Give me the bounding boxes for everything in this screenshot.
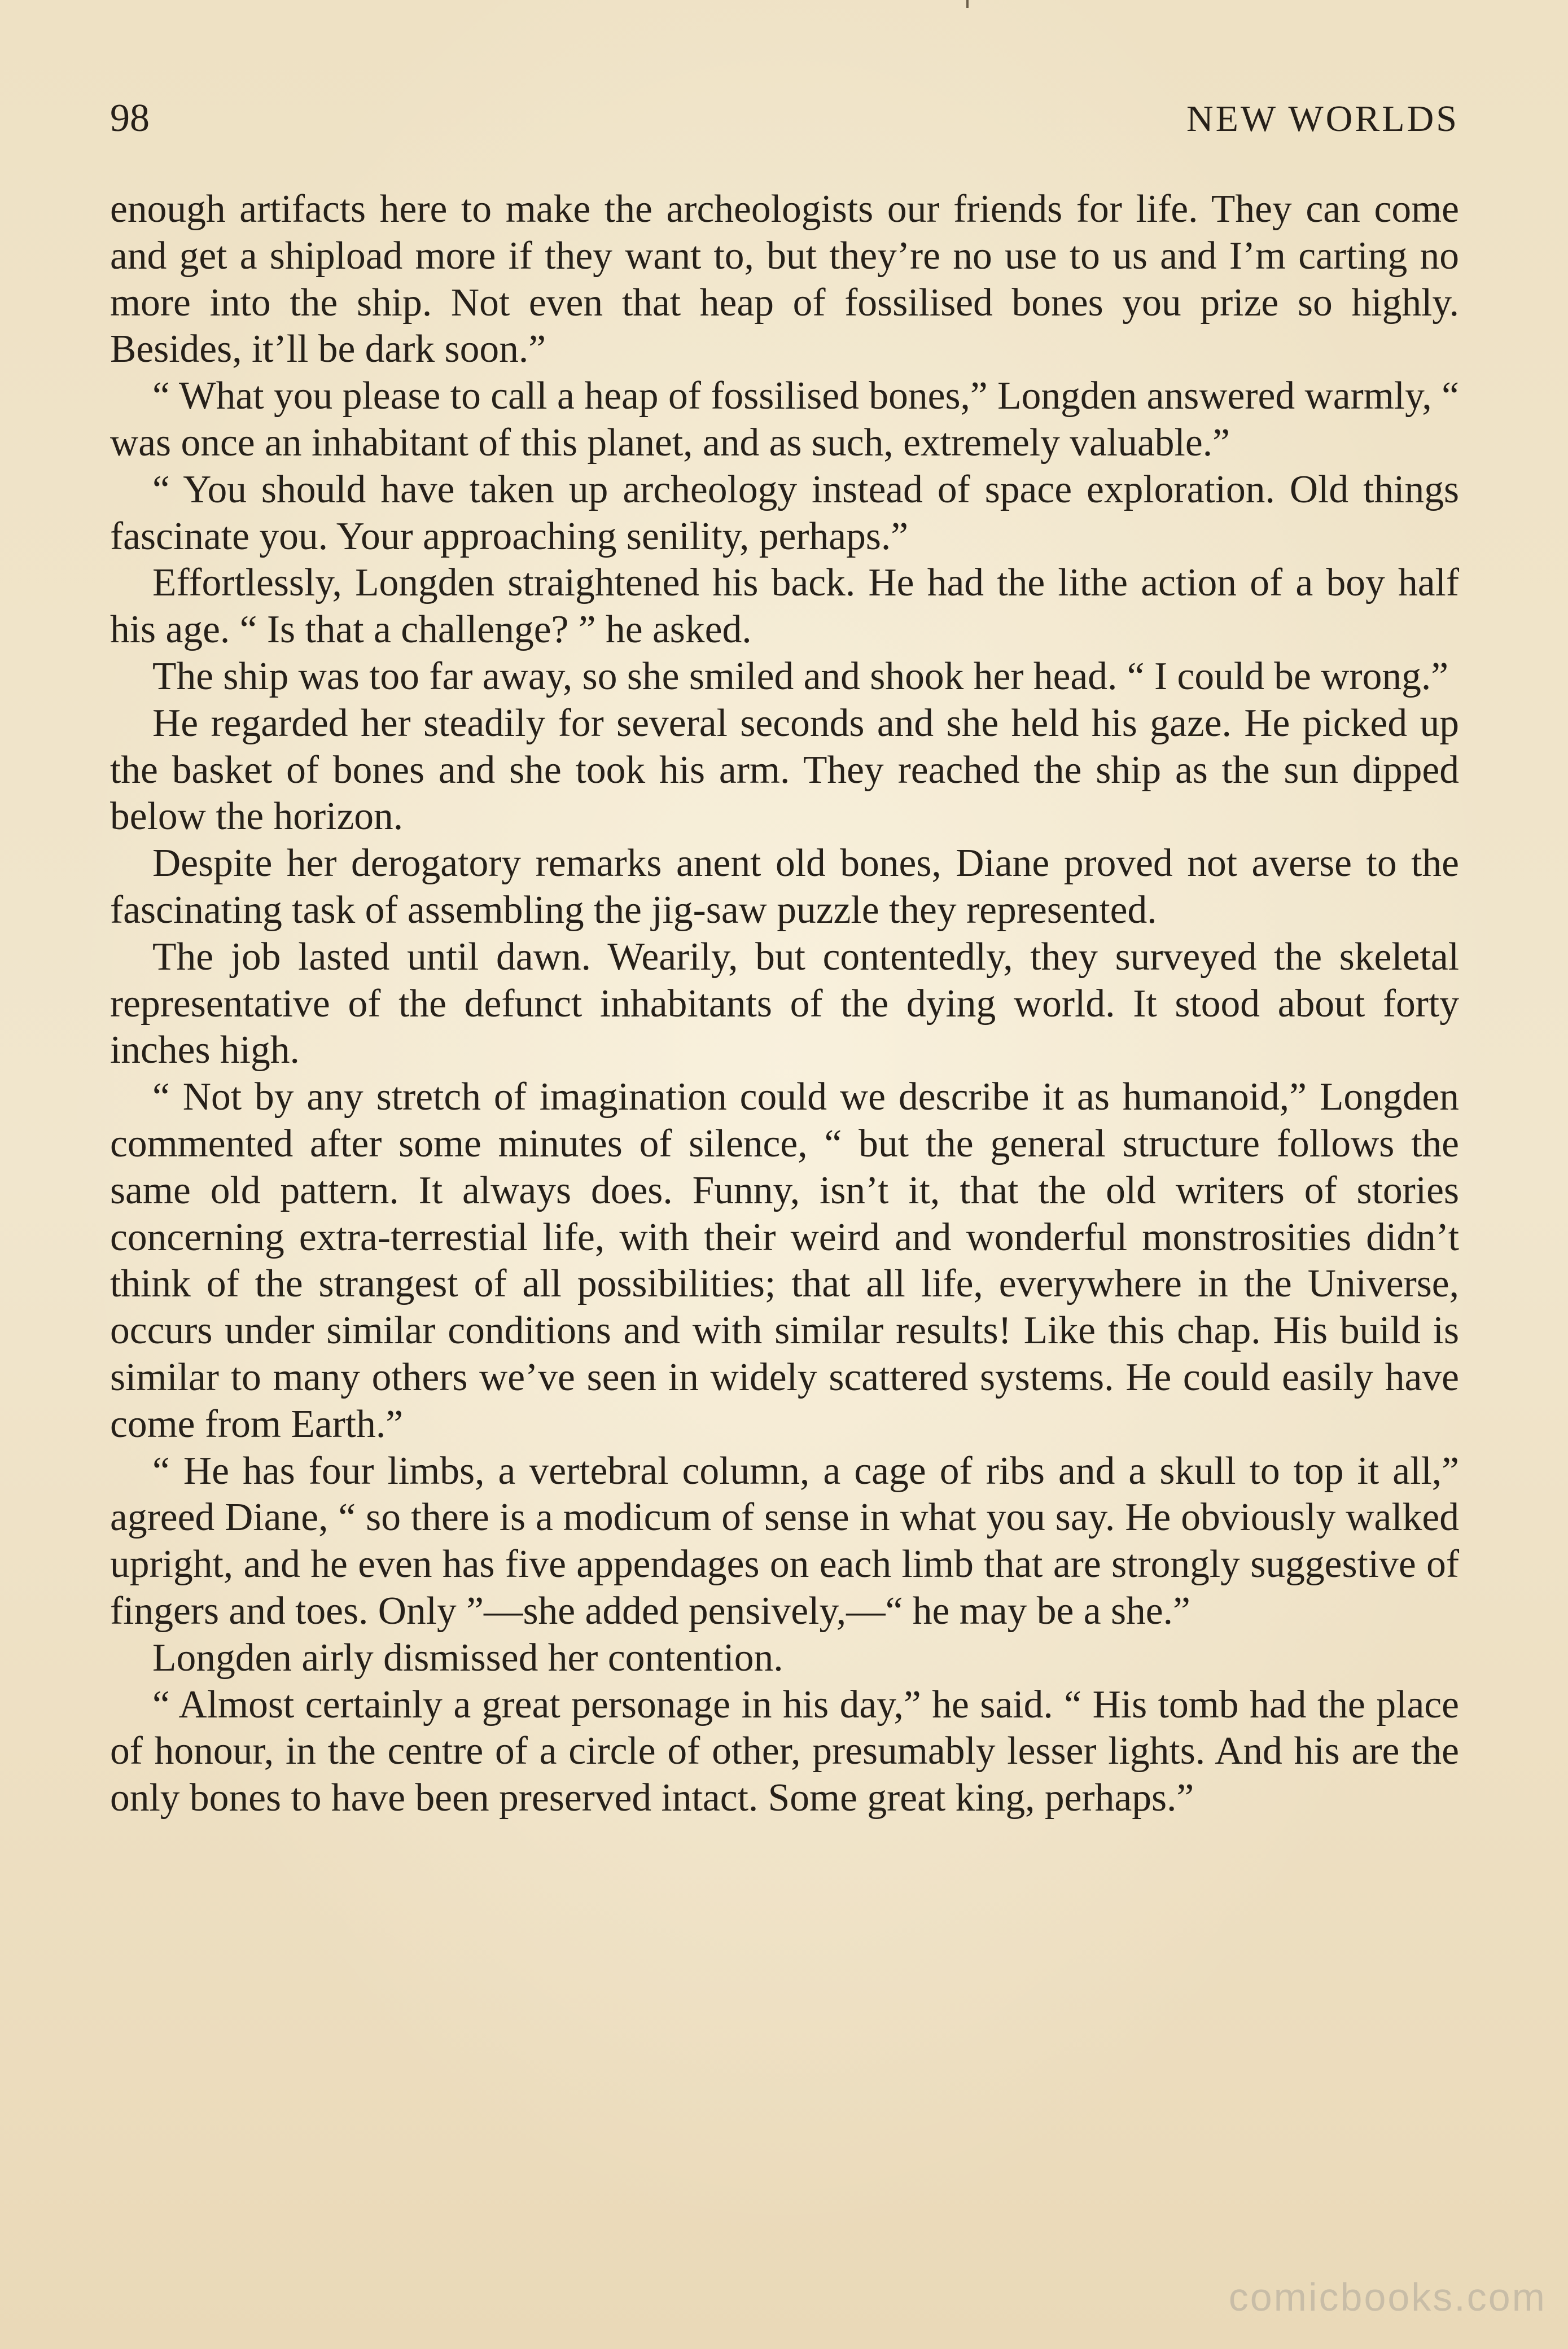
- paragraph: “ What you please to call a heap of fossilised bones,” Longden answered warmly, “ was once an inhabitant of this planet, and as such, extremely valuable.”: [110, 374, 1459, 464]
- paragraph: Longden airly dismissed her contention.: [152, 1636, 783, 1680]
- running-title: NEW WORLDS: [1186, 98, 1459, 139]
- page-edge-mark: [966, 0, 969, 8]
- paragraph: He regarded her steadily for several seconds and she held his gaze. He picked up the basket of bones and she took his arm. They reached the ship as the sun dipped below the horizon.: [110, 701, 1459, 839]
- watermark: comicbooks.com: [1228, 2275, 1547, 2319]
- paragraph: The job lasted until dawn. Wearily, but contentedly, they surveyed the skeletal representative of the defunct inhabitants of the dying world. It stood about forty inches high.: [110, 935, 1459, 1072]
- page-number: 98: [110, 97, 150, 140]
- paragraph: “ He has four limbs, a vertebral column, a cage of ribs and a skull to top it all,” agreed Diane, “ so there is a modicum of sense in what you say. He obviously walked upright, and he even has five appendages on each limb that are strongly suggestive of fingers and toes. Only ”—she added pensively,—“ he may be a she.”: [110, 1449, 1459, 1633]
- paragraph: “ You should have taken up archeology instead of space exploration. Old things fascinate you. Your approaching senility, perhaps.”: [110, 467, 1459, 558]
- paragraph: Despite her derogatory remarks anent old bones, Diane proved not averse to the fascinating task of assembling the jig-saw puzzle they represented.: [110, 842, 1459, 932]
- paragraph: “ Not by any stretch of imagination could we describe it as humanoid,” Longden commented after some minutes of silence, “ but the general structure follows the same old pattern. It always does. Funny, isn’t it, that the old writers of stories concerning extra-terrestial life, with their weird and wonderful monstrosities didn’t think of the strangest of all possibilities; that all life, everywhere in the Universe, occurs under similar conditions and with similar results! Like this chap. His build is similar to many others we’ve seen in widely scattered systems. He could easily have come from Earth.”: [110, 1075, 1459, 1446]
- paragraph: Effortlessly, Longden straightened his back. He had the lithe action of a boy half his age. “ Is that a challenge? ” he asked.: [110, 561, 1459, 652]
- page-header: [110, 96, 1459, 158]
- body-text: [110, 186, 1459, 1822]
- paragraph: enough artifacts here to make the archeologists our friends for life. They can come and get a shipload more if they want to, but they’re no use to us and I’m carting no more into the ship. Not even that heap of fossilised bones you prize so highly. Besides, it’ll be dark soon.”: [110, 187, 1459, 371]
- paragraph: “ Almost certainly a great personage in his day,” he said. “ His tomb had the place of honour, in the centre of a circle of other, presumably lesser lights. And his are the only bones to have been preserved intact. Some great king, perhaps.”: [110, 1682, 1459, 1820]
- paragraph: The ship was too far away, so she smiled and shook her head. “ I could be wrong.”: [152, 654, 1449, 698]
